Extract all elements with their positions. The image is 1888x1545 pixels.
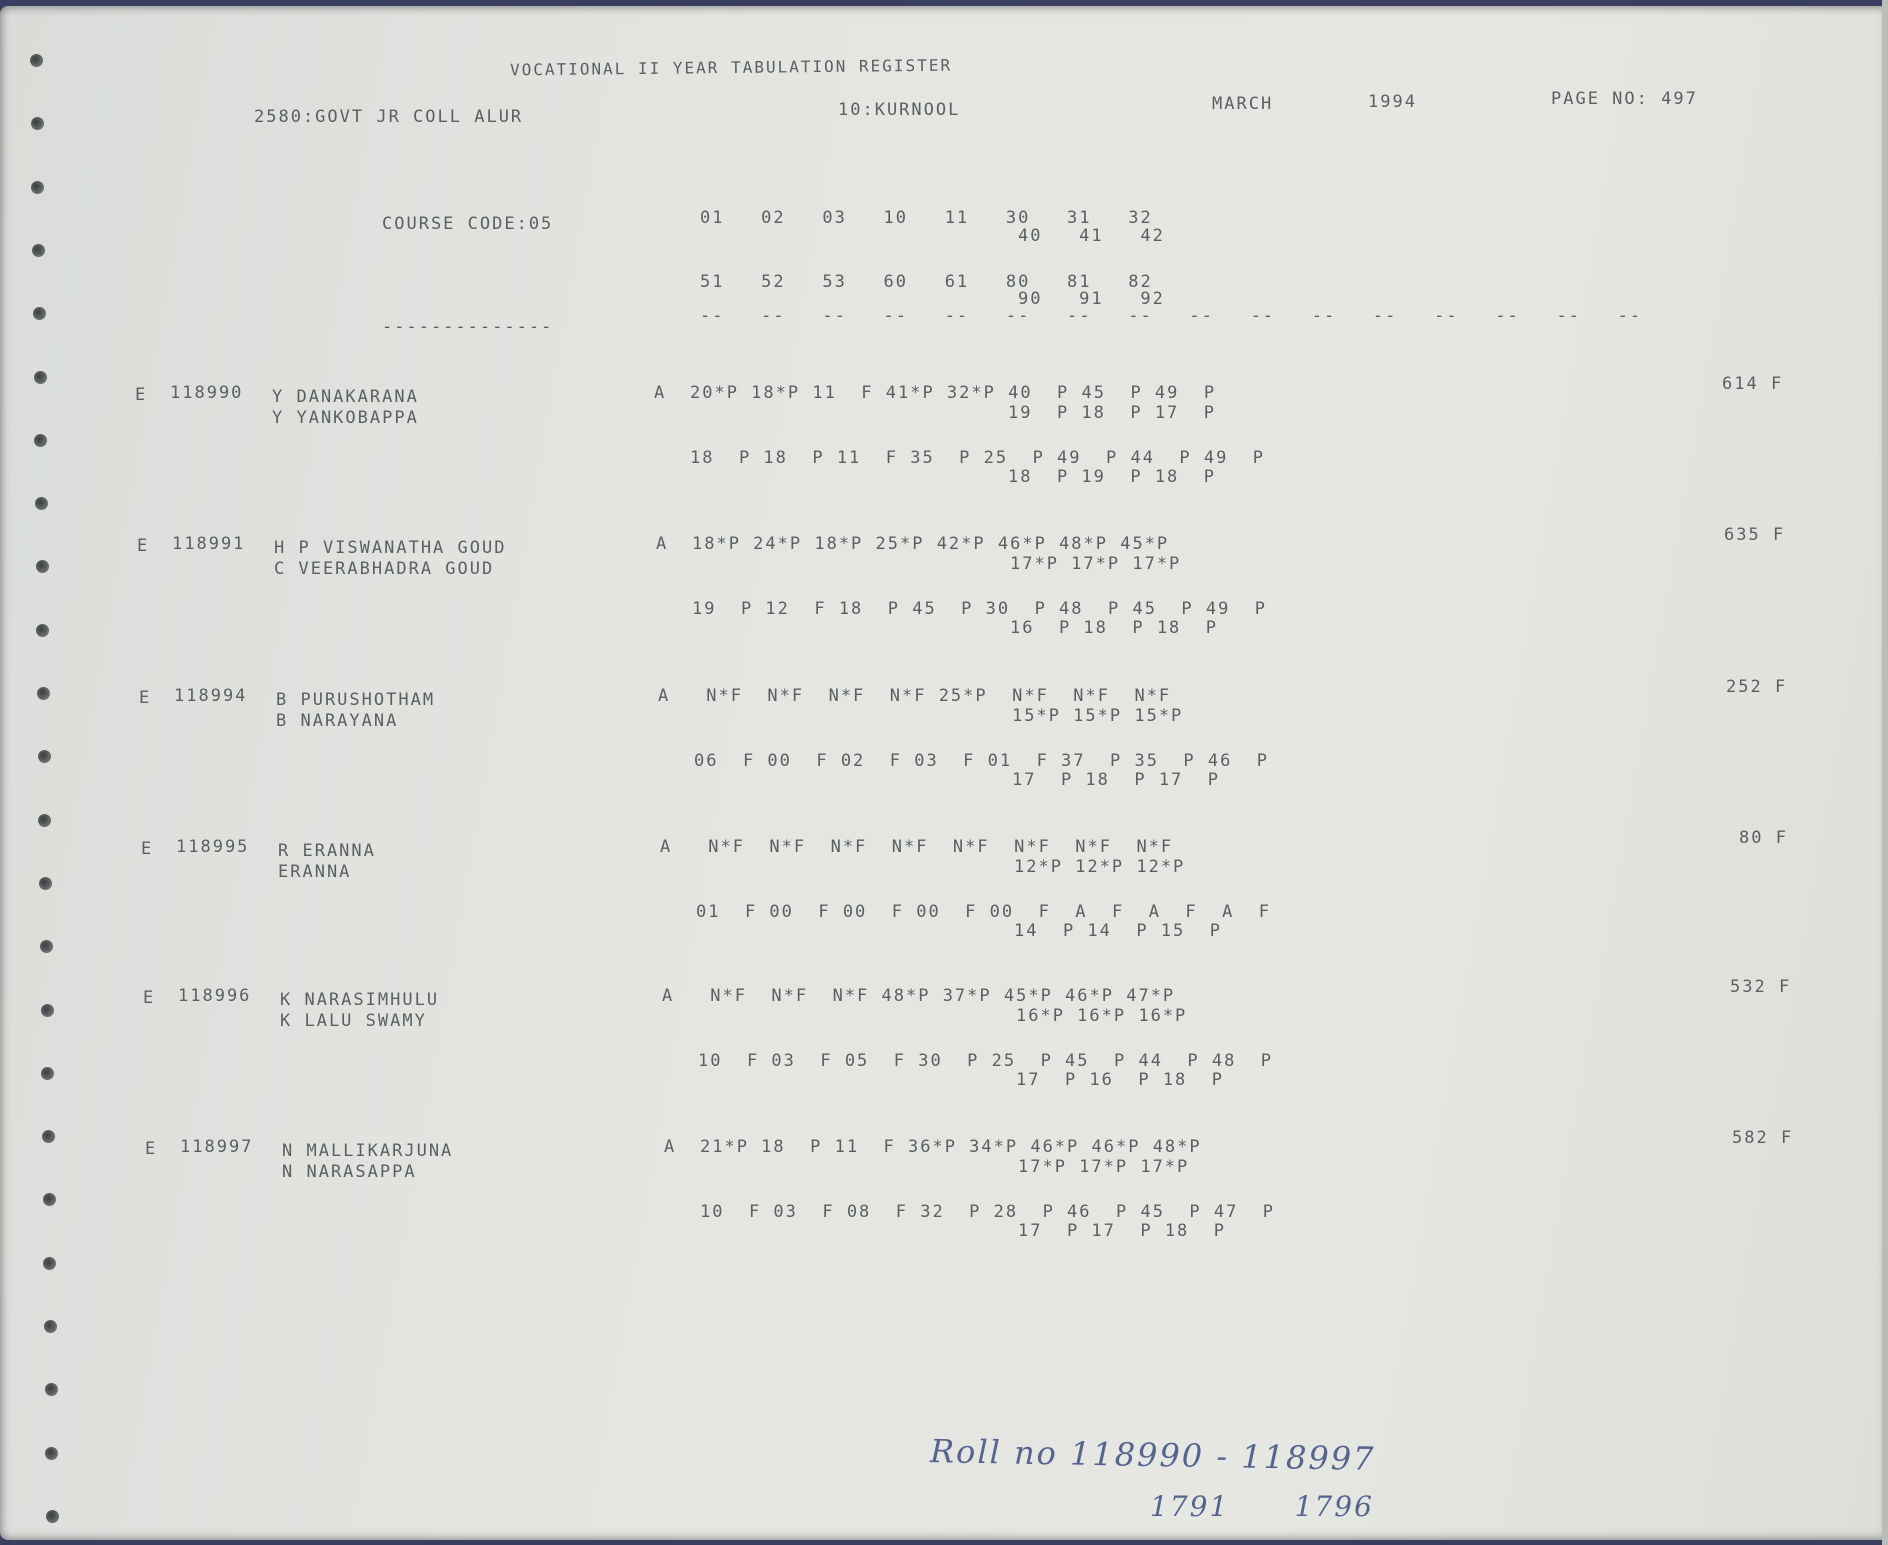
register-title: VOCATIONAL II YEAR TABULATION REGISTER <box>509 55 953 80</box>
page-number: PAGE NO: 497 <box>1551 89 1698 109</box>
marks-row2: 10 F 03 F 08 F 32 P 28 P 46 P 45 P 47 P <box>700 1202 1276 1222</box>
subject-codes-row1: 01 02 03 10 11 30 31 32 <box>700 208 1153 228</box>
marks-row1-extra: 12*P 12*P 12*P <box>1014 857 1186 877</box>
father-name: ERANNA <box>278 862 352 882</box>
student-name: N MALLIKARJUNA <box>282 1141 454 1161</box>
course-code-label: COURSE CODE:05 <box>382 214 554 234</box>
result-category: A <box>658 686 671 706</box>
marks-row2: 19 P 12 F 18 P 45 P 30 P 48 P 45 P 49 P <box>692 599 1268 619</box>
feed-hole <box>39 877 52 890</box>
result-category: A <box>664 1137 677 1157</box>
feed-hole <box>41 1004 54 1017</box>
marks-row1: N*F N*F N*F N*F N*F N*F N*F N*F <box>696 837 1174 857</box>
father-name: Y YANKOBAPPA <box>272 408 419 428</box>
marks-row1-extra: 19 P 18 P 17 P <box>1008 403 1216 423</box>
roll-number: 118995 <box>176 837 250 857</box>
father-name: C VEERABHADRA GOUD <box>274 559 495 579</box>
student-flag: E <box>143 988 156 1008</box>
subject-codes-row2: 51 52 53 60 61 80 81 82 <box>700 272 1153 292</box>
feed-hole <box>38 814 51 827</box>
roll-number: 118996 <box>178 986 252 1006</box>
feed-hole <box>35 497 48 510</box>
total-marks-result: 582 F <box>1732 1128 1794 1148</box>
marks-row1-extra: 15*P 15*P 15*P <box>1012 706 1184 726</box>
feed-hole <box>34 371 47 384</box>
college-name: 2580:GOVT JR COLL ALUR <box>254 107 524 127</box>
student-name: K NARASIMHULU <box>280 990 440 1010</box>
feed-hole <box>38 750 51 763</box>
marks-row1-extra: 17*P 17*P 17*P <box>1010 554 1182 574</box>
roll-number: 118991 <box>172 534 246 554</box>
marks-row2-extra: 17 P 16 P 18 P <box>1016 1070 1224 1090</box>
result-category: A <box>654 383 667 403</box>
total-marks-result: 532 F <box>1730 977 1792 997</box>
feed-hole <box>31 117 44 130</box>
feed-hole <box>30 54 43 67</box>
feed-hole <box>43 1193 56 1206</box>
roll-number: 118990 <box>170 383 244 403</box>
marks-row2: 06 F 00 F 02 F 03 F 01 F 37 P 35 P 46 P <box>694 751 1270 771</box>
marks-row1: 21*P 18 P 11 F 36*P 34*P 46*P 46*P 48*P <box>700 1137 1202 1157</box>
total-marks-result: 635 F <box>1724 525 1786 545</box>
student-flag: E <box>145 1139 158 1159</box>
marks-row2-extra: 16 P 18 P 18 P <box>1010 618 1218 638</box>
subject-codes-row1-extra: 40 41 42 <box>1018 226 1165 246</box>
result-category: A <box>656 534 669 554</box>
student-flag: E <box>139 688 152 708</box>
roll-number: 118994 <box>174 686 248 706</box>
feed-hole <box>40 940 53 953</box>
marks-row2: 10 F 03 F 05 F 30 P 25 P 45 P 44 P 48 P <box>698 1051 1274 1071</box>
roll-number: 118997 <box>180 1137 254 1157</box>
student-flag: E <box>135 385 148 405</box>
marks-row2: 01 F 00 F 00 F 00 F 00 F A F A F A F <box>696 902 1272 922</box>
feed-hole <box>45 1383 58 1396</box>
marks-row1: 18*P 24*P 18*P 25*P 42*P 46*P 48*P 45*P <box>692 534 1170 554</box>
student-name: R ERANNA <box>278 841 376 861</box>
district-name: 10:KURNOOL <box>838 100 961 120</box>
feed-hole <box>41 1067 54 1080</box>
page-edge <box>1882 0 1888 1545</box>
feed-hole <box>31 181 44 194</box>
total-marks-result: 80 F <box>1739 828 1788 848</box>
student-flag: E <box>137 536 150 556</box>
feed-hole <box>34 434 47 447</box>
total-marks-result: 252 F <box>1726 677 1788 697</box>
feed-hole <box>43 1257 56 1270</box>
marks-row1: N*F N*F N*F 48*P 37*P 45*P 46*P 47*P <box>698 986 1176 1006</box>
result-category: A <box>660 837 673 857</box>
marks-row1-extra: 17*P 17*P 17*P <box>1018 1157 1190 1177</box>
feed-hole <box>45 1447 58 1460</box>
marks-row2-extra: 14 P 14 P 15 P <box>1014 921 1222 941</box>
exam-month: MARCH <box>1212 94 1274 114</box>
student-name: B PURUSHOTHAM <box>276 690 436 710</box>
exam-year: 1994 <box>1368 92 1417 112</box>
marks-row2-extra: 17 P 18 P 17 P <box>1012 770 1220 790</box>
feed-hole <box>37 687 50 700</box>
feed-hole <box>42 1130 55 1143</box>
student-flag: E <box>141 839 154 859</box>
result-category: A <box>662 986 675 1006</box>
tabulation-sheet <box>0 6 1888 1540</box>
marks-row2-extra: 17 P 17 P 18 P <box>1018 1221 1226 1241</box>
marks-row1: N*F N*F N*F N*F 25*P N*F N*F N*F <box>694 686 1172 706</box>
student-name: Y DANAKARANA <box>272 387 419 407</box>
feed-hole <box>44 1320 57 1333</box>
total-marks-result: 614 F <box>1722 374 1784 394</box>
feed-hole <box>46 1510 59 1523</box>
handwritten-roll-range: Roll no 118990 - 118997 <box>929 1432 1376 1478</box>
feed-hole <box>33 307 46 320</box>
father-name: N NARASAPPA <box>282 1162 417 1182</box>
father-name: B NARAYANA <box>276 711 399 731</box>
marks-row2-extra: 18 P 19 P 18 P <box>1008 467 1216 487</box>
marks-row2: 18 P 18 P 11 F 35 P 25 P 49 P 44 P 49 P <box>690 448 1266 468</box>
handwritten-note: 1791 1796 <box>1150 1490 1374 1523</box>
student-name: H P VISWANATHA GOUD <box>274 538 507 558</box>
feed-hole <box>32 244 45 257</box>
father-name: K LALU SWAMY <box>280 1011 427 1031</box>
subject-codes-row2-extra: 90 91 92 <box>1018 289 1165 309</box>
feed-hole <box>36 624 49 637</box>
separator-right: -- -- -- -- -- -- -- -- -- -- -- -- -- -- -- -- <box>700 306 1643 326</box>
feed-hole <box>36 560 49 573</box>
separator-left: -------------- <box>382 317 554 337</box>
marks-row1-extra: 16*P 16*P 16*P <box>1016 1006 1188 1026</box>
marks-row1: 20*P 18*P 11 F 41*P 32*P 40 P 45 P 49 P <box>690 383 1217 403</box>
